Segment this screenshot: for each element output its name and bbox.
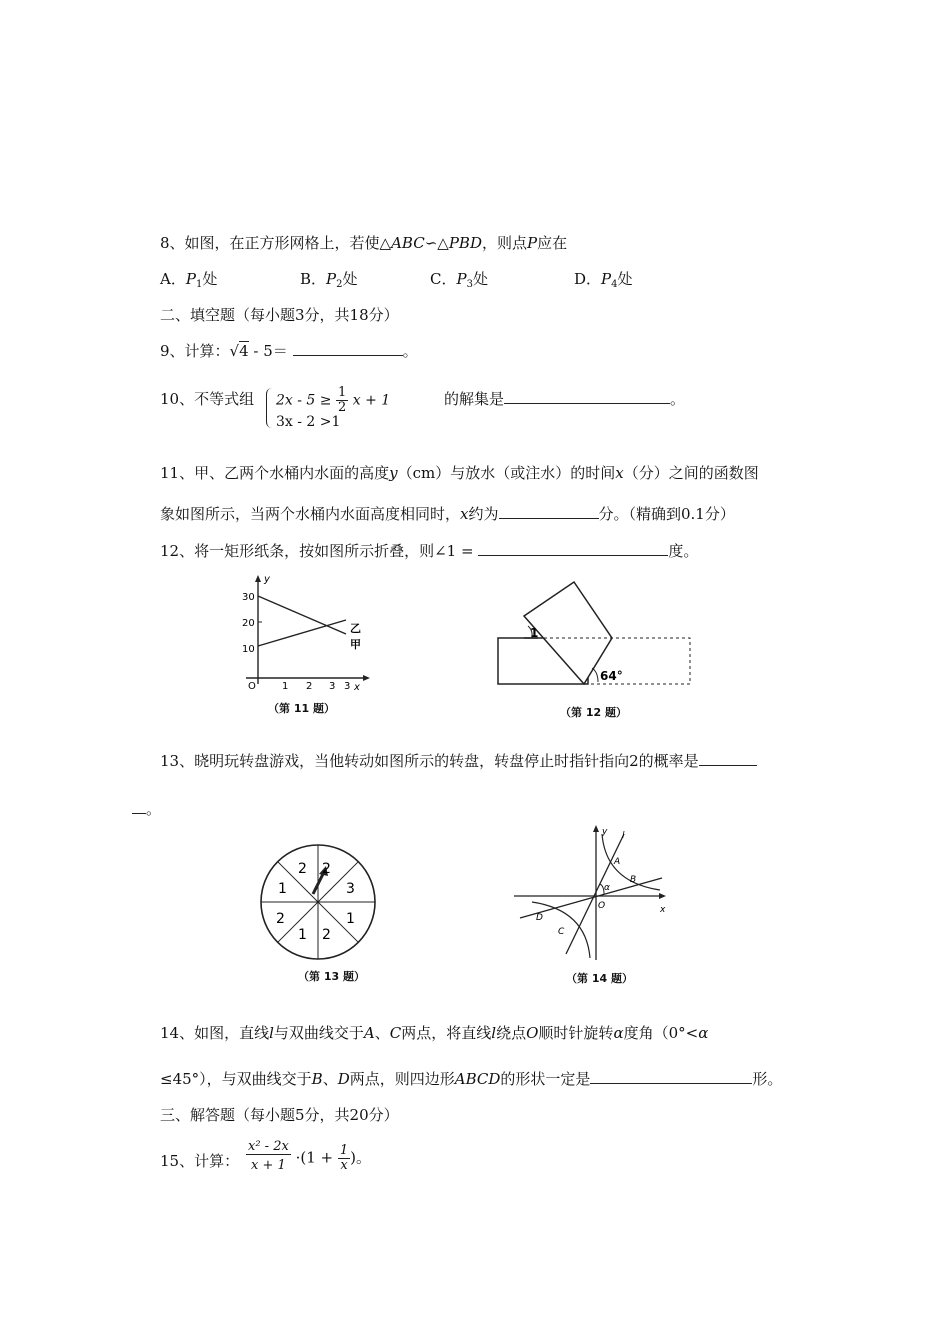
- figure-11-graph: [226, 572, 376, 692]
- origin-label: O: [248, 681, 256, 692]
- q8-option-b[interactable]: B．$P_2$处: [300, 270, 358, 290]
- y-tick-30: 30: [242, 592, 255, 603]
- svg-text:C: C: [558, 927, 565, 937]
- figure-13-caption: （第 13 题）: [298, 970, 365, 983]
- y-axis-label: y: [264, 574, 270, 585]
- q9-answer-blank[interactable]: [293, 341, 403, 356]
- sector-label: 1: [298, 927, 307, 943]
- sector-label: 2: [322, 861, 331, 877]
- sector-label: 2: [298, 861, 307, 877]
- label-jia: 甲: [350, 638, 361, 651]
- figure-14-hyperbola: [512, 824, 672, 964]
- q10-inequality-1: 2x - 5 ≥ $\frac{1}{2}$ x + 1: [276, 385, 391, 415]
- q9: 9、计算：√4 - 5＝ 。: [160, 342, 418, 360]
- svg-text:D: D: [536, 913, 543, 923]
- q11-answer-blank[interactable]: [499, 504, 599, 519]
- svg-text:x: x: [660, 905, 666, 915]
- label-yi: 乙: [350, 622, 361, 635]
- q14-answer-blank[interactable]: [590, 1069, 752, 1084]
- y-tick-20: 20: [242, 618, 255, 629]
- x-axis-label: x: [354, 682, 360, 692]
- figure-12-caption: （第 12 题）: [560, 706, 627, 719]
- q10-inequality-2: 3x - 2 >1: [276, 414, 341, 430]
- svg-text:O: O: [598, 901, 606, 911]
- sector-label: 1: [278, 881, 287, 897]
- x-tick-2: 2: [306, 681, 313, 692]
- q8-option-a[interactable]: A．$P_1$处: [160, 270, 218, 290]
- q12-answer-blank[interactable]: [478, 541, 668, 556]
- svg-text:A: A: [614, 857, 621, 867]
- svg-text:B: B: [630, 875, 637, 885]
- y-tick-10: 10: [242, 644, 255, 655]
- svg-text:α: α: [604, 883, 610, 893]
- q10-answer-blank[interactable]: [504, 389, 670, 404]
- q12: 12、将一矩形纸条，按如图所示折叠，则∠1 = 度。: [160, 542, 699, 560]
- q13-line2: 。: [132, 798, 161, 819]
- q14-line1: 14、如图，直线l与双曲线交于A、C两点，将直线l绕点O顺时针旋转α度角（0°<α: [160, 1024, 709, 1042]
- x-tick-3a: 3: [329, 681, 336, 692]
- q11-line2: 象如图所示，当两个水桶内水面高度相同时，x约为 分。（精确到0.1分）: [160, 505, 735, 523]
- q8-stem: 8、如图，在正方形网格上，若使△ABC∽△PBD，则点P应在: [160, 234, 568, 252]
- section-3-heading: 三、解答题（每小题5分，共20分）: [160, 1106, 399, 1124]
- figure-14-caption: （第 14 题）: [566, 972, 633, 985]
- figure-12-folded-strip: [494, 572, 694, 696]
- sector-label: 1: [346, 911, 355, 927]
- q8-option-c[interactable]: C．$P_3$处: [430, 270, 488, 290]
- q13-answer-blank[interactable]: [699, 751, 757, 766]
- q15-expression: $\frac{\text{x² - 2x}}{x + 1}$ ·(1 + $\frac{1}{x}$ )。: [248, 1139, 372, 1173]
- x-tick-3b: 3: [344, 681, 351, 692]
- sector-label: 3: [346, 881, 355, 897]
- q10-prefix: 10、不等式组: [160, 390, 255, 408]
- sector-label: 2: [276, 911, 285, 927]
- line-yi: [258, 596, 346, 634]
- x-tick-1: 1: [282, 681, 289, 692]
- q10-suffix: 的解集是 。: [444, 390, 686, 408]
- svg-text:l: l: [622, 831, 625, 841]
- figure-11-caption: （第 11 题）: [268, 702, 335, 715]
- q8-option-d[interactable]: D．$P_4$处: [574, 270, 633, 290]
- svg-text:y: y: [602, 827, 608, 837]
- line-jia: [258, 620, 346, 646]
- angle-64-label: 64°: [600, 669, 623, 683]
- sector-label: 2: [322, 927, 331, 943]
- q15-prefix: 15、计算：: [160, 1152, 240, 1170]
- q13-line1: 13、晓明玩转盘游戏，当他转动如图所示的转盘，转盘停止时指针指向2的概率是: [160, 750, 757, 771]
- angle-1-label: 1: [530, 626, 539, 640]
- q11-line1: 11、甲、乙两个水桶内水面的高度y（cm）与放水（或注水）的时间x（分）之间的函数图: [160, 464, 759, 482]
- figure-13-spinner: [258, 842, 378, 962]
- section-2-heading: 二、填空题（每小题3分，共18分）: [160, 306, 399, 324]
- q14-line2: ≤45°），与双曲线交于B、D两点，则四边形ABCD的形状一定是 形。: [160, 1070, 783, 1088]
